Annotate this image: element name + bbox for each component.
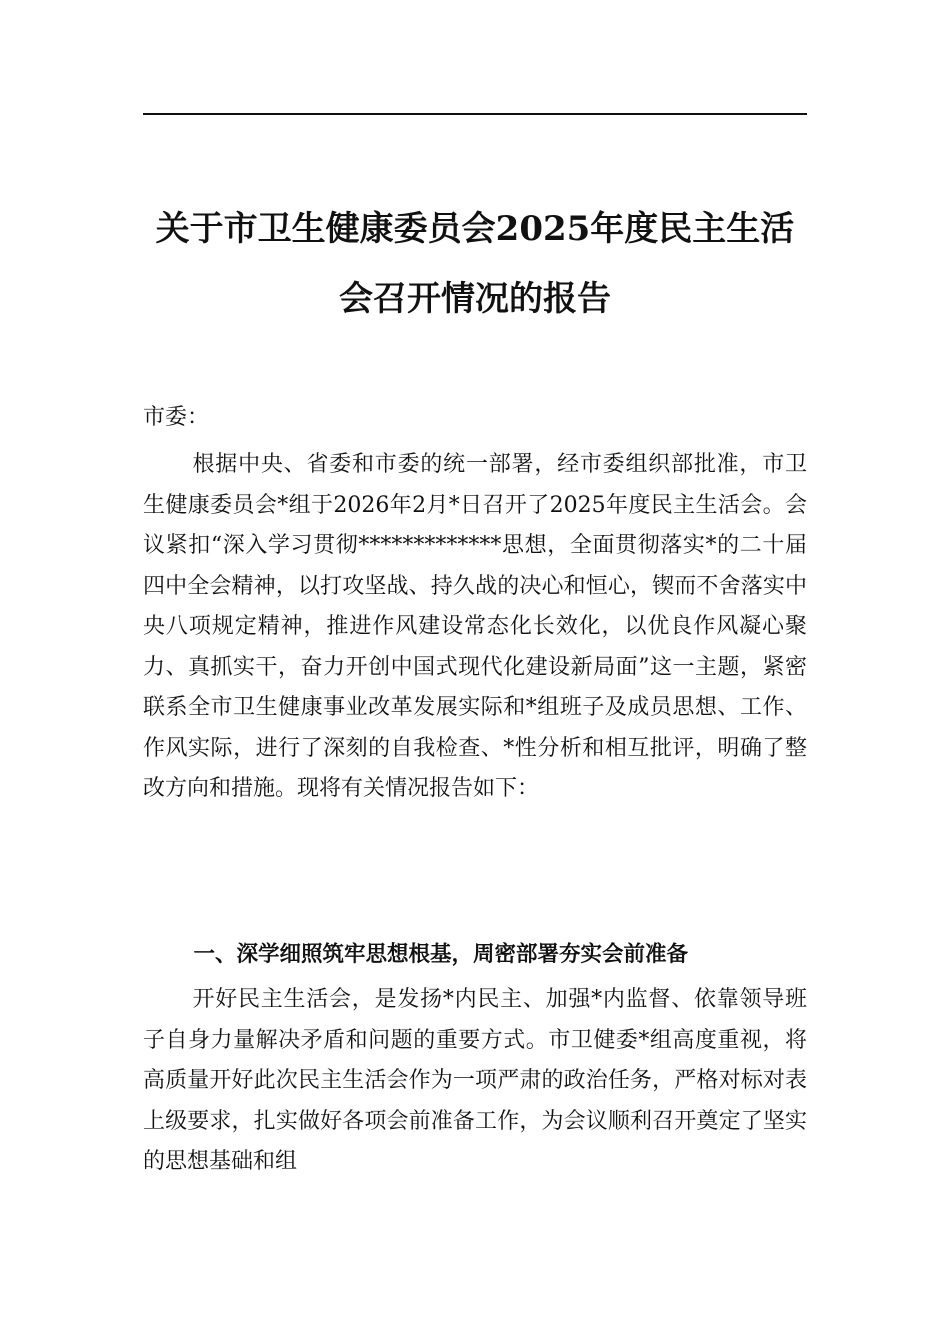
header-rule — [143, 113, 807, 115]
title-line-1: 关于市卫生健康委员会2025年度民主生活 — [155, 209, 795, 249]
document-title — [143, 194, 807, 334]
paragraph-intro: 根据中央、省委和市委的统一部署，经市委组织部批准，市卫生健康委员会*组于2026年2月*日召开了2025年度民主生活会。会议紧扣“深入学习贯彻*************思想，全面贯彻落实*的二十届四中全会精神，以打攻坚战、持久战的决心和恒心，锲而不舍落实中央八项规定精神，推进作风建设常态化长效化，以优良作风凝心聚力、真抓实干，奋力开创中国式现代化建设新局面”这一主题，紧密联系全市卫生健康事业改革发展实际和*组班子及成员思想、工作、作风实际，进行了深刻的自我检查、*性分析和相互批评，明确了整改方向和措施。现将有关情况报告如下： — [143, 452, 807, 801]
title-line-2: 会召开情况的报告 — [339, 279, 611, 319]
paragraph-section-1: 开好民主生活会，是发扬*内民主、加强*内监督、依靠领导班子自身力量解决矛盾和问题的重要方式。市卫健委*组高度重视，将高质量开好此次民主生活会作为一项严肃的政治任务，严格对标对表上级要求，扎实做好各项会前准备工作，为会议顺利召开奠定了坚实的思想基础和组 — [143, 987, 807, 1174]
section-heading-1: 一、深学细照筑牢思想根基，周密部署夯实会前准备 — [193, 942, 689, 967]
salutation: 市委： — [143, 405, 210, 430]
